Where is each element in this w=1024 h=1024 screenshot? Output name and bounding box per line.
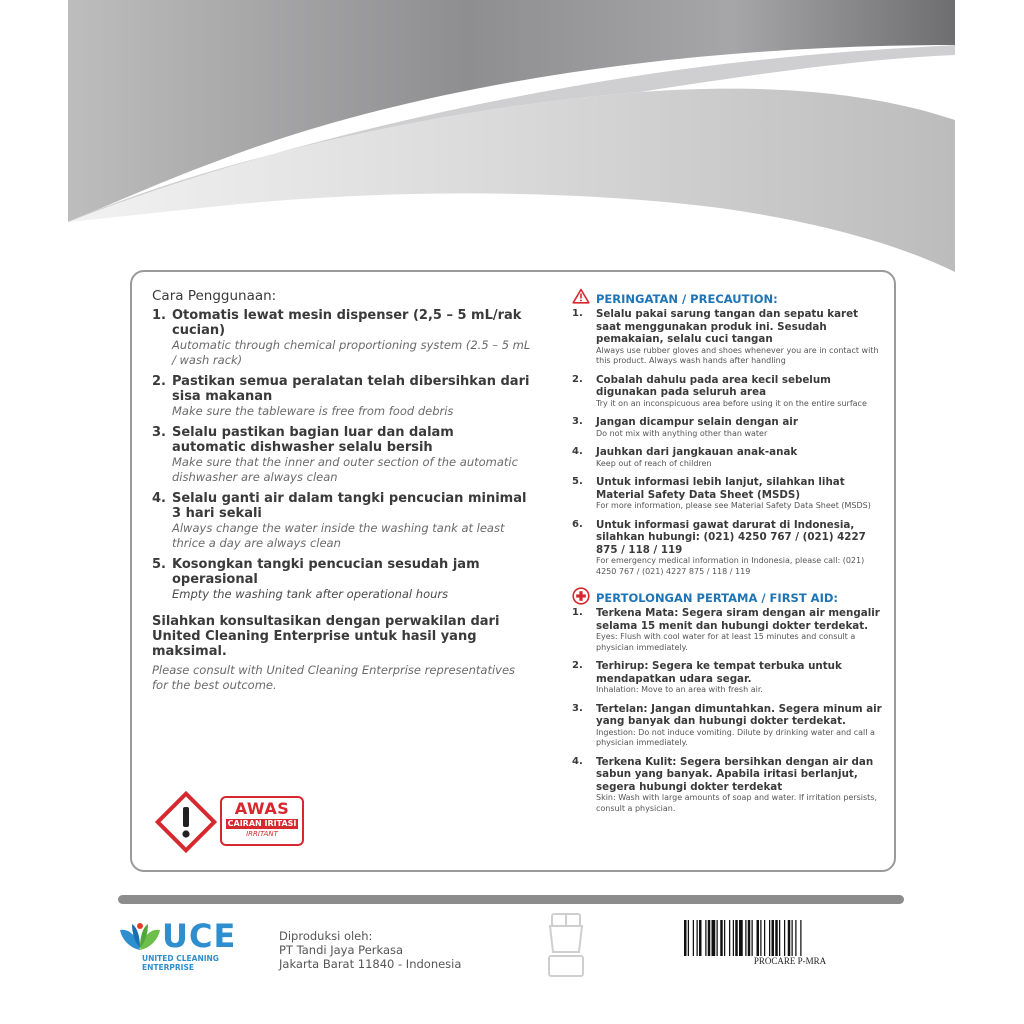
step-text-en: Make sure the tableware is free from food debris [172,404,454,418]
usage-step [152,557,532,602]
precaution-header [572,288,882,306]
first-aid-item [572,703,882,749]
item-text-en: Try it on an inconspicuous area before using it on the entire surface [596,398,867,408]
barcode-bar [752,920,753,956]
item-text-id: Jangan dicampur selain dengan air [596,416,798,428]
item-number: 1. [572,308,583,319]
item-text-id: Jauhkan dari jangkauan anak-anak [596,446,798,458]
recycle-bin-icon [546,912,586,978]
item-number: 4. [572,755,583,767]
barcode [684,920,896,956]
item-text-en: Keep out of reach of children [596,458,712,468]
first-aid-item [572,756,882,815]
item-text-en: Do not mix with anything other than water [596,428,768,438]
item-text-id: Tertelan: Jangan dimuntahkan. Segera minum air yang banyak dan hubungi dokter terdekat. [596,702,882,727]
safety-section [572,288,882,821]
first-aid-item [572,660,882,696]
header-swoosh [0,0,1024,280]
precaution-item [572,416,882,439]
barcode-bar [775,920,778,956]
awas-subtitle: CAIRAN IRITASI [227,819,297,828]
leaf-logo-icon [118,920,162,956]
exclamation-diamond-icon [154,790,218,854]
barcode-bar [764,920,765,956]
barcode-bar [729,920,730,956]
consult-text-en: Please consult with United Cleaning Enterprise representatives for the best outcome. [152,663,516,692]
item-number: 2. [572,660,583,671]
barcode-bar [735,920,738,956]
producer-info [279,929,461,971]
divider-bar [118,895,904,904]
first-aid-cross-icon [572,587,590,605]
barcode-bar [717,920,718,956]
awas-english: IRRITANT [246,830,278,838]
item-text-id: Terkena Kulit: Segera bersihkan dengan air dan sabun yang banyak. Apabila iritasi berlanjut, segera hubungi dokter terdekat [596,755,874,793]
barcode-bar [712,920,716,956]
barcode-bar [697,920,698,956]
item-text-en: Inhalation: Move to an area with fresh air. [596,685,763,694]
item-text-en: Ingestion: Do not induce vomiting. Dilute by drinking water and call a physician immediately. [596,727,875,747]
item-text-id: Untuk informasi gawat darurat di Indonesia, silahkan hubungi: (021) 4250 767 / (021) 4227 875 / 118 / 119 [596,518,866,556]
barcode-bar [684,920,687,956]
step-number: 2. [152,374,166,389]
item-number: 1. [572,607,583,618]
producer-company: PT Tandi Jaya Perkasa [279,943,404,957]
usage-step [152,425,532,485]
item-text-en: Always use rubber gloves and shoes whenever you are in contact with this product. Always wash hands after handling [596,345,879,365]
barcode-bar [739,920,743,956]
consult-note [152,614,532,693]
barcode-bar [757,920,760,956]
precaution-item [572,446,882,469]
barcode-text: PROCARE P-MRA [753,956,827,966]
usage-step [152,308,532,368]
item-number: 3. [572,416,583,427]
item-text-id: Untuk informasi lebih lanjut, silahkan lihat Material Safety Data Sheet (MSDS) [596,476,845,501]
item-text-en: Skin: Wash with large amounts of soap and water. If irritation persists, consult a physician. [596,793,878,813]
barcode-bar [772,920,775,956]
step-text-en: Make sure that the inner and outer section of the automatic dishwasher are always clean [172,455,518,484]
logo-text: UCE [162,917,237,955]
item-text-id: Terhirup: Segera ke tempat terbuka untuk mendapatkan udara segar. [596,660,842,685]
step-text-id: Otomatis lewat mesin dispenser (2,5 – 5 mL/rak cucian) [172,308,522,338]
step-text-id: Pastikan semua peralatan telah dibersihkan dari sisa makanan [172,374,530,404]
step-number: 4. [152,491,166,506]
barcode-bar [795,920,796,956]
precaution-item [572,308,882,367]
item-number: 3. [572,702,583,714]
uce-logo [118,918,258,974]
barcode-bar [760,920,761,956]
barcode-bar [748,920,751,956]
precaution-item [572,374,882,410]
barcode-bar [693,920,694,956]
item-text-id: Cobalah dahulu pada area kecil sebelum digunakan pada seluruh area [596,373,831,398]
step-number: 3. [152,425,166,440]
usage-section [152,288,532,693]
step-text-id: Selalu ganti air dalam tangki pencucian minimal 3 hari sekali [172,491,527,521]
barcode-bar [788,920,791,956]
first-aid-item [572,607,882,653]
barcode-bar [708,920,711,956]
step-text-id: Kosongkan tangki pencucian sesudah jam operasional [172,557,480,587]
precaution-item [572,519,882,578]
item-text-id: Terkena Mata: Segera siram dengan air mengalir selama 15 menit dan hubungi dokter terdekat. [596,607,880,632]
producer-address: Jakarta Barat 11840 - Indonesia [279,957,462,971]
item-text-id: Selalu pakai sarung tangan dan sepatu karet saat menggunakan produk ini. Sesudah pemakaian, selalu cuci tangan [596,308,859,345]
usage-title: Cara Penggunaan: [152,288,277,304]
warning-triangle-icon [572,288,590,304]
barcode-bar [779,920,780,956]
barcode-bar [784,920,785,956]
barcode-bar [769,920,770,956]
item-number: 4. [572,446,583,457]
step-text-en: Always change the water inside the washing tank at least thrice a day are always clean [172,521,505,550]
first-aid-title: PERTOLONGAN PERTAMA / FIRST AID: [596,591,838,605]
step-text-en: Empty the washing tank after operational hours [172,587,449,601]
logo-subtitle-line1: UNITED CLEANING [142,954,219,963]
precaution-item [572,476,882,512]
barcode-bar [800,920,801,956]
barcode-bar [699,920,702,956]
usage-step [152,374,532,419]
consult-text-id: Silahkan konsultasikan dengan perwakilan dari United Cleaning Enterprise untuk hasil yang maksimal. [152,614,500,659]
logo-subtitle-line2: ENTERPRISE [142,963,195,972]
barcode-bar [733,920,734,956]
item-text-en: For more information, please see Material Safety Data Sheet (MSDS) [596,501,871,510]
instruction-panel [130,270,896,872]
step-text-id: Selalu pastikan bagian luar dan dalam automatic dishwasher selalu bersih [172,425,454,455]
first-aid-header [572,587,882,605]
usage-step [152,491,532,551]
step-text-en: Automatic through chemical proportioning system (2.5 – 5 mL / wash rack) [172,338,531,367]
item-number: 2. [572,373,583,385]
barcode-bar [705,920,706,956]
barcode-bar [724,920,725,956]
item-number: 5. [572,476,583,487]
item-text-en: Eyes: Flush with cool water for at least 15 minutes and consult a physician immediately. [596,632,856,652]
item-number: 6. [572,518,583,530]
irritant-badge [220,796,304,846]
producer-label: Diproduksi oleh: [279,929,373,943]
item-text-en: For emergency medical information in Indonesia, please call: (021) 4250 767 / (021) 4227 875 / 118 / 119 [596,556,865,576]
barcode-bar [688,920,689,956]
precaution-title: PERINGATAN / PRECAUTION: [596,292,778,306]
step-number: 1. [152,308,166,323]
barcode-bar [745,920,746,956]
barcode-bar [720,920,723,956]
barcode-bar [792,920,793,956]
step-number: 5. [152,557,166,572]
awas-title: AWAS [234,799,290,818]
